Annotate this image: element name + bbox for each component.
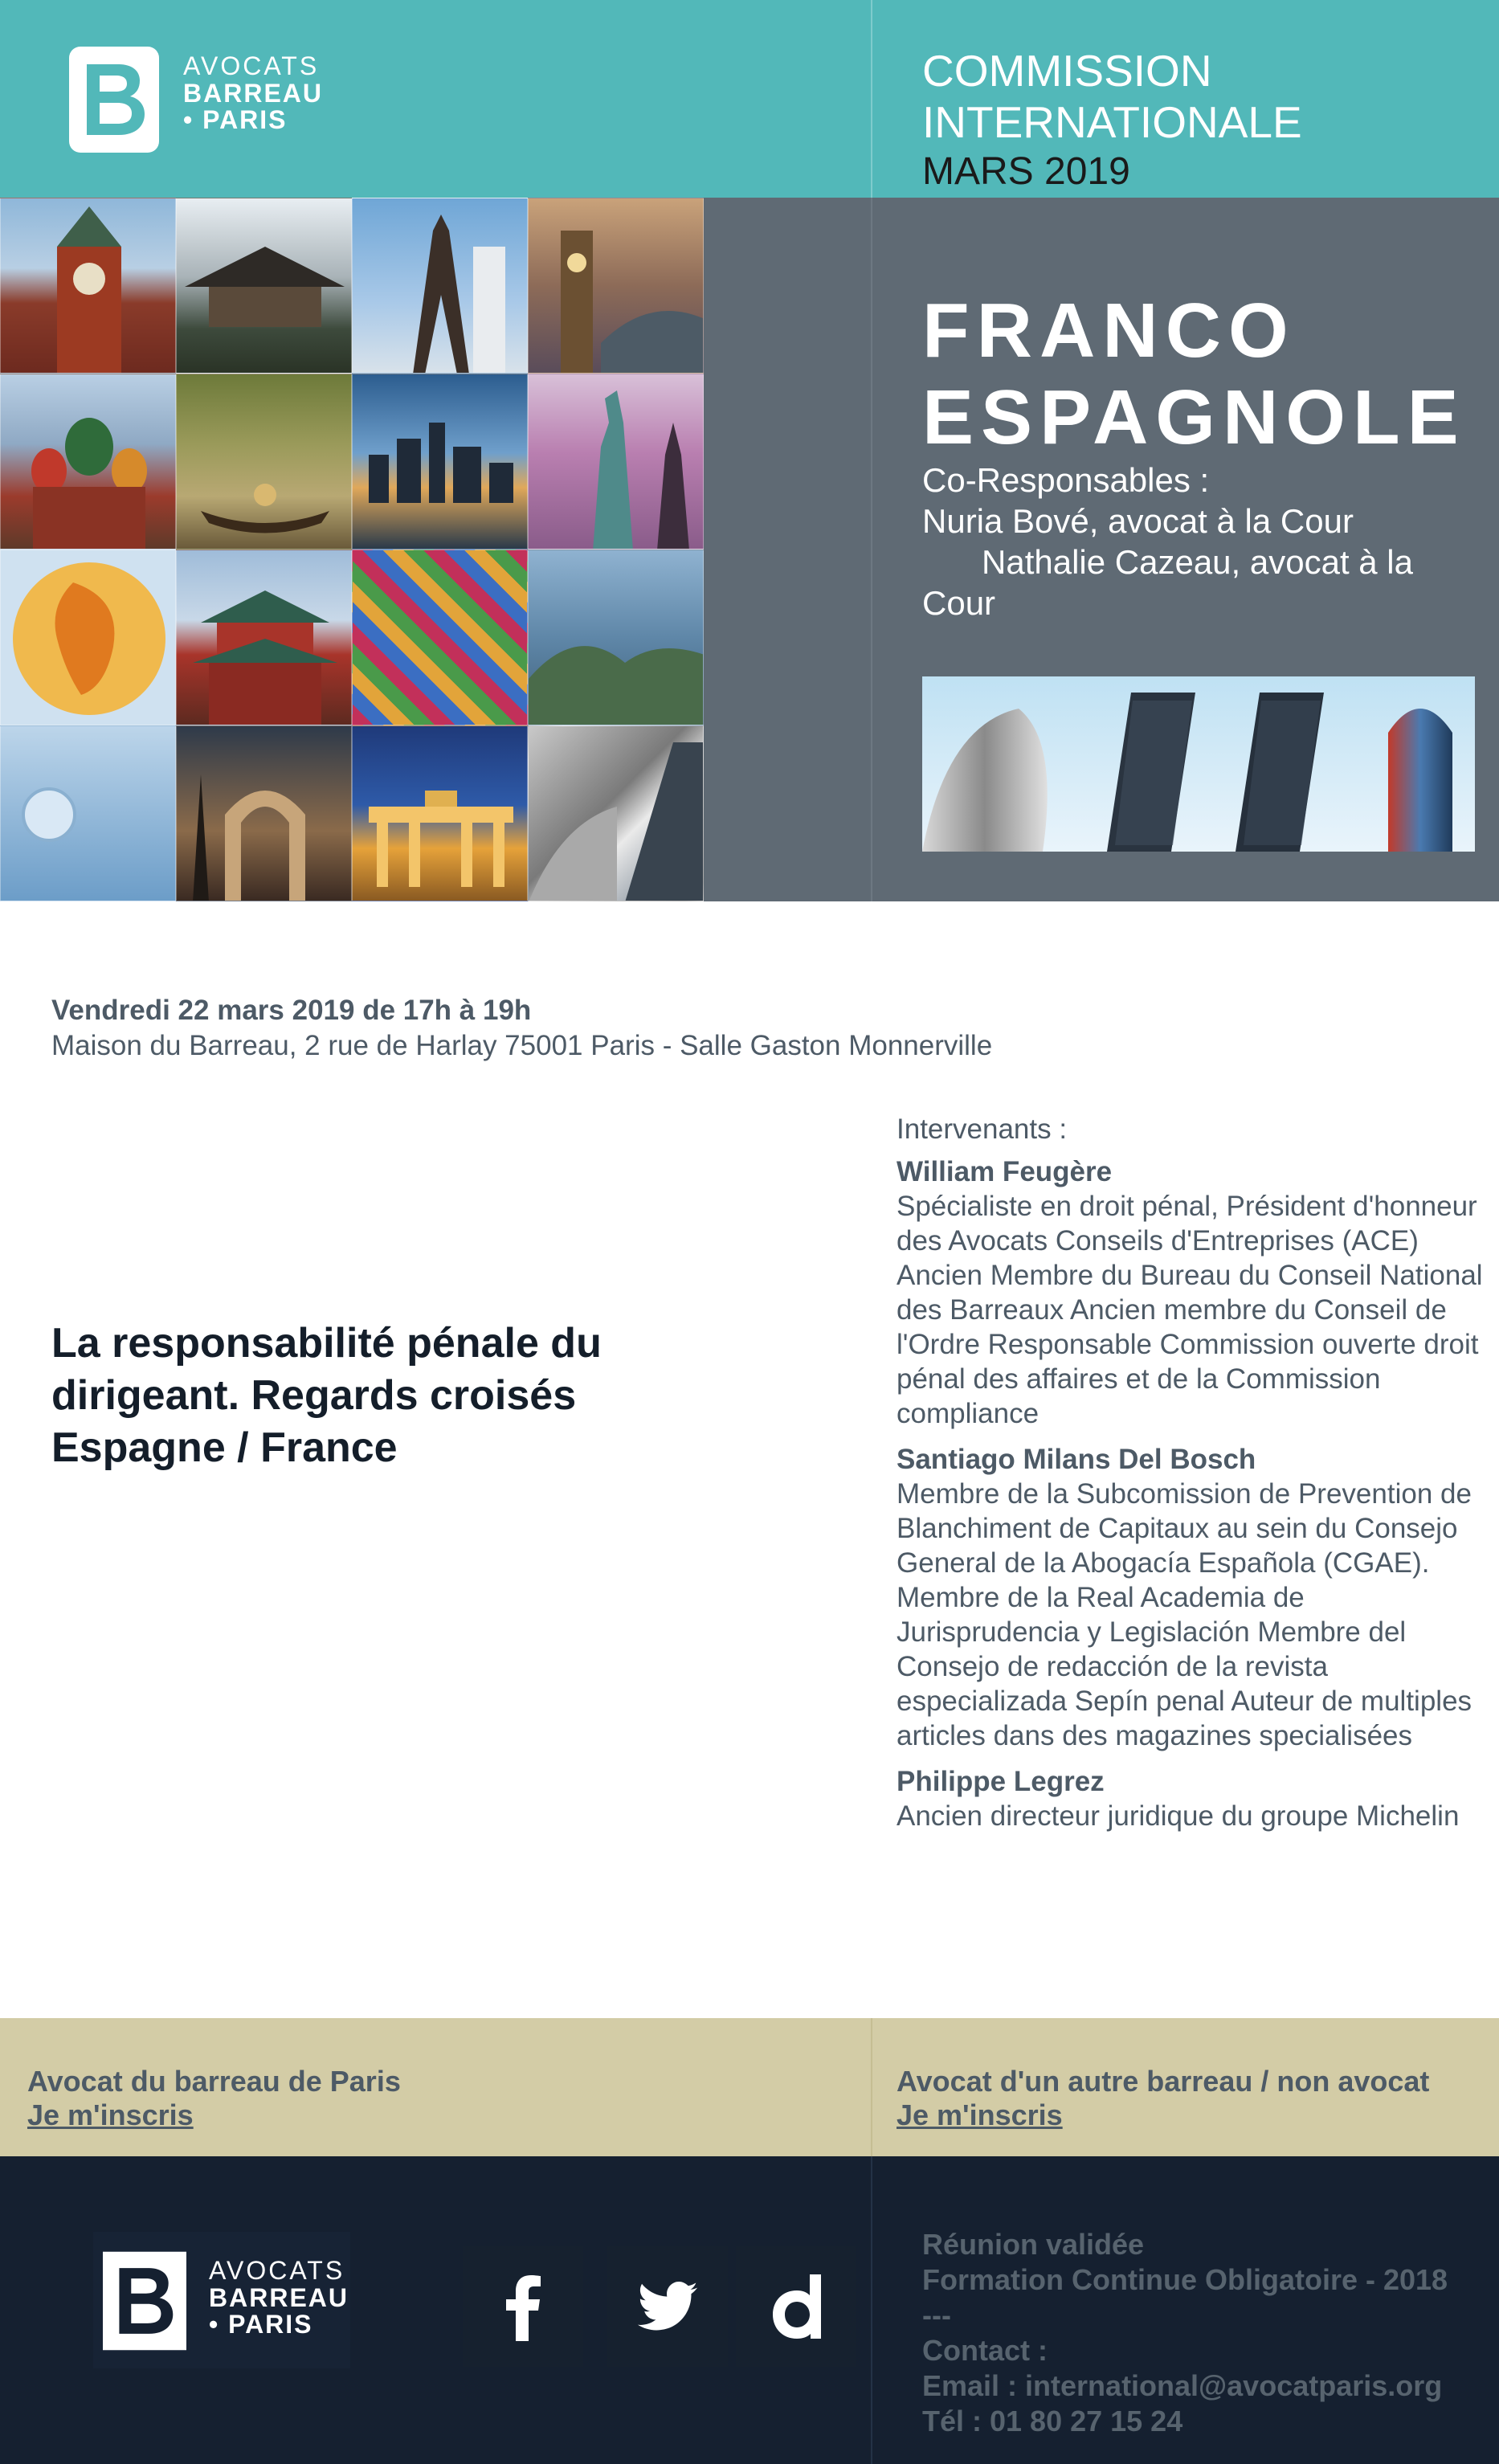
footer-fco: Formation Continue Obligatoire - 2018 <box>922 2263 1448 2296</box>
dailymotion-icon <box>770 2274 823 2339</box>
mosaic-tile-modern-building <box>528 725 704 901</box>
co-responsable-1: Nuria Bové, avocat à la Cour <box>922 502 1354 540</box>
event-location: Maison du Barreau, 2 rue de Harlay 75001 Paris - Salle Gaston Monnerville <box>51 1030 993 1061</box>
footer-validation: Réunion validée <box>922 2228 1145 2261</box>
mosaic-tile-rio-bay <box>528 550 704 725</box>
speakers-intro: Intervenants : <box>897 1113 1068 1145</box>
mosaic-tile-arch-ruins <box>176 725 352 901</box>
co-responsable-2: Nathalie Cazeau, avocat à la <box>982 543 1413 581</box>
speaker-name: William Feugère <box>897 1156 1113 1187</box>
event-date-time: Vendredi 22 mars 2019 de 17h à 19h <box>51 995 532 1026</box>
footer-logo-text <box>209 2258 349 2339</box>
speaker-name: Philippe Legrez <box>897 1766 1105 1797</box>
header-logo <box>69 47 159 157</box>
edition-date: MARS 2019 <box>922 150 1130 193</box>
mosaic-tile-pagoda-roof <box>176 198 352 374</box>
mosaic-tile-textiles <box>352 550 528 725</box>
speaker-santiago-milans-del-bosch <box>897 1442 1491 1753</box>
footer-email[interactable]: Email : international@avocatparis.org <box>922 2369 1443 2402</box>
signup-paris-label: Avocat du barreau de Paris <box>27 2065 401 2098</box>
header-logo-text <box>183 53 323 134</box>
speaker-bio: Ancien directeur juridique du groupe Michelin <box>897 1800 1460 1832</box>
speaker-bio: Spécialiste en droit pénal, Président d'honneur des Avocats Conseils d'Entreprises (ACE) Ancien Membre du Bureau du Conseil National des Barreaux Ancien membre du Conseil de l'Ordre Responsable Commission ouverte droit pénal des affaires et de la Commission compliance <box>897 1191 1483 1429</box>
speaker-philippe-legrez <box>897 1764 1491 1833</box>
logo-line-barreau: BARREAU <box>183 78 323 108</box>
destinations-photo-mosaic <box>0 198 704 901</box>
logo-line-paris: • PARIS <box>183 105 288 135</box>
mosaic-tile-saint-basil <box>0 374 176 550</box>
twitter-icon <box>637 2282 698 2331</box>
speaker-william-feugere <box>897 1154 1491 1431</box>
signup-paris <box>27 2065 401 2132</box>
footer-info <box>922 2227 1448 2439</box>
madrid-towers-photo <box>922 676 1475 852</box>
footer-contact-label: Contact : <box>922 2334 1048 2367</box>
logo-line-avocats: AVOCATS <box>183 51 320 80</box>
mosaic-tile-eiffel-tower <box>352 198 528 374</box>
logo-line-barreau: BARREAU <box>209 2282 349 2312</box>
co-responsables <box>922 460 1477 623</box>
signup-other-label: Avocat d'un autre barreau / non avocat <box>897 2065 1430 2098</box>
logo-line-avocats: AVOCATS <box>209 2256 345 2285</box>
commission-name-line-1: FRANCO <box>922 288 1296 374</box>
mosaic-tile-river-boat <box>176 374 352 550</box>
logo-line-paris: • PARIS <box>209 2310 313 2339</box>
mosaic-tile-clock-tower <box>0 198 176 374</box>
facebook-link[interactable] <box>463 2246 583 2367</box>
conference-title: La responsabilité pénale du dirigeant. Regards croisés Espagne / France <box>51 1320 602 1471</box>
footer-logo-mark <box>103 2251 186 2355</box>
mosaic-tile-brandenburg-gate <box>352 725 528 901</box>
mosaic-tile-globe <box>0 550 176 725</box>
barreau-logo-mark-icon <box>69 47 159 153</box>
signup-other <box>897 2065 1429 2132</box>
mosaic-tile-water-drop <box>0 725 176 901</box>
mosaic-tile-city-skyline <box>352 374 528 550</box>
mosaic-side-strip <box>704 198 871 901</box>
speakers-block <box>897 1112 1491 1845</box>
commission-title <box>922 45 1302 148</box>
speaker-name: Santiago Milans Del Bosch <box>897 1444 1256 1475</box>
footer-phone[interactable]: Tél : 01 80 27 15 24 <box>922 2405 1183 2437</box>
speaker-bio: Membre de la Subcomission de Prevention de Blanchiment de Capitaux au sein du Consejo General de la Abogacía Española (CGAE). Membre de la Real Academia de Jurisprudencia y Legislación Membre del Consejo de redacción de la revista especializada Sepín penal Auteur de multiples articles dans des magazines specialisées <box>897 1478 1472 1751</box>
mosaic-tile-chinese-temple <box>176 550 352 725</box>
co-responsables-label: Co-Responsables : <box>922 461 1210 499</box>
co-responsable-2-cont: Cour <box>922 584 996 622</box>
commission-name <box>922 288 1466 461</box>
signup-paris-link[interactable]: Je m'inscris <box>27 2098 194 2131</box>
commission-name-line-2: ESPAGNOLE <box>922 374 1466 460</box>
twitter-link[interactable] <box>607 2246 728 2367</box>
mosaic-tile-big-ben <box>528 198 704 374</box>
footer-separator: --- <box>922 2299 951 2331</box>
barreau-logo-mark-icon <box>103 2251 186 2351</box>
commission-line-1: COMMISSION <box>922 46 1212 96</box>
dailymotion-link[interactable] <box>736 2246 856 2367</box>
commission-line-2: INTERNATIONALE <box>922 97 1302 147</box>
mosaic-tile-statue-of-liberty <box>528 374 704 550</box>
signup-other-link[interactable]: Je m'inscris <box>897 2098 1063 2131</box>
facebook-icon <box>504 2272 541 2341</box>
